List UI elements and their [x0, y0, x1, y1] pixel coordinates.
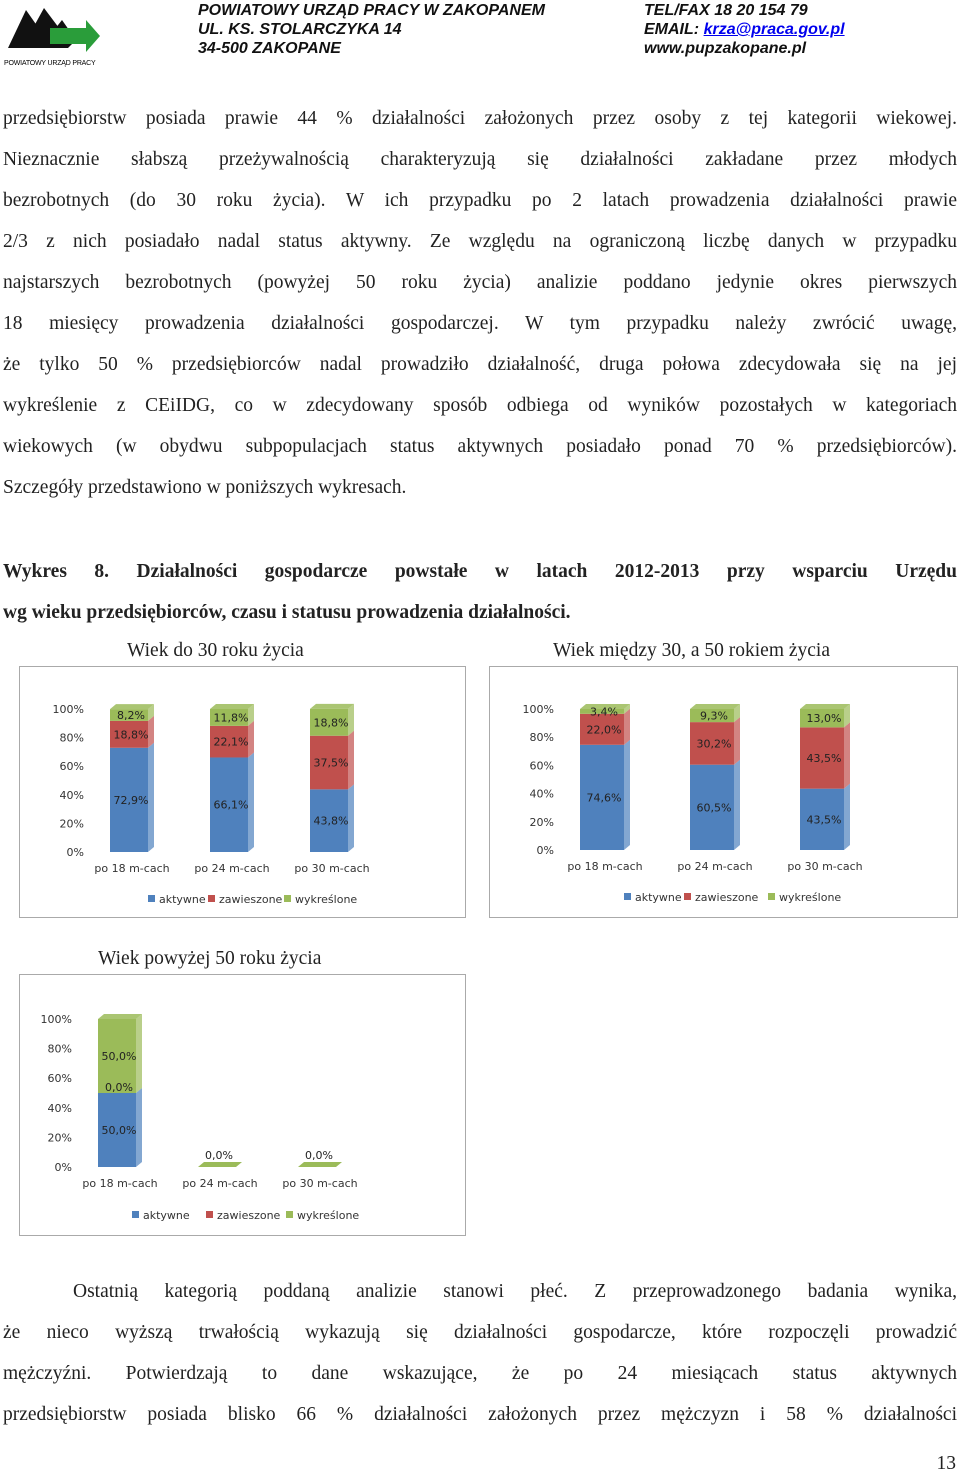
- bar-top-face: [690, 704, 740, 709]
- org-city: 34-500 ZAKOPANE: [198, 40, 341, 57]
- legend-swatch: [684, 893, 691, 900]
- paragraph-line: wiekowych (w obydwu subpopulacjach status aktywnych posiadało ponad 70 % przedsiębiorców).: [3, 436, 957, 457]
- paragraph-line: Ostatnią kategorią poddaną analizie stanowi płeć. Z przeprowadzonego badania wynika,: [73, 1281, 957, 1302]
- y-tick-label: 60%: [59, 760, 84, 774]
- y-tick-label: 0%: [66, 846, 84, 859]
- y-tick-label: 60%: [47, 1072, 72, 1086]
- data-label: 66,1%: [213, 798, 249, 812]
- y-tick-label: 40%: [529, 787, 554, 801]
- y-tick-label: 20%: [47, 1131, 72, 1145]
- legend-label: aktywne: [143, 1209, 190, 1222]
- y-tick-label: 80%: [59, 731, 84, 745]
- bar-top-face: [98, 1014, 142, 1019]
- paragraph-line: że nieco wyższą trwałością wykazują się działalności gospodarcze, które rozpoczęli prowadzić: [3, 1322, 957, 1343]
- y-tick-label: 0%: [536, 844, 554, 857]
- chart-over-50: [19, 974, 466, 1236]
- data-label: 74,6%: [586, 791, 622, 805]
- paragraph-line: mężczyźni. Potwierdzają to dane wskazujące, że po 24 miesiącach status aktywnych: [3, 1363, 957, 1384]
- bar-empty-base: [298, 1162, 342, 1167]
- data-label: 0,0%: [305, 1149, 333, 1162]
- chart-title-under-30: Wiek do 30 roku życia: [127, 640, 304, 661]
- y-tick-label: 40%: [47, 1101, 72, 1115]
- bar-top-face: [310, 704, 354, 709]
- website[interactable]: www.pupzakopane.pl: [644, 40, 807, 57]
- chart-svg: [20, 667, 465, 917]
- category-label: po 30 m-cach: [294, 862, 370, 875]
- pup-logo: [4, 2, 104, 68]
- y-tick-label: 100%: [522, 703, 554, 716]
- data-label: 22,0%: [586, 723, 622, 737]
- bar-segment-side: [844, 784, 850, 850]
- email-link[interactable]: krza@praca.gov.pl: [703, 21, 845, 38]
- data-label: 11,8%: [213, 711, 249, 725]
- data-label: 30,2%: [696, 737, 732, 751]
- data-label: 60,5%: [696, 801, 732, 815]
- email-label: EMAIL:: [644, 21, 700, 38]
- bar-segment-side: [248, 721, 254, 758]
- legend-label: zawieszone: [219, 893, 283, 906]
- legend-swatch: [624, 893, 631, 900]
- legend-swatch: [132, 1211, 139, 1218]
- y-tick-label: 80%: [47, 1042, 72, 1056]
- bar-top-face: [210, 704, 254, 709]
- data-label: 18,8%: [113, 728, 149, 742]
- legend-label: aktywne: [635, 891, 682, 904]
- legend-label: aktywne: [159, 893, 206, 906]
- data-label: 50,0%: [101, 1050, 137, 1063]
- paragraph-line: 2/3 z nich posiadało nadal status aktywny. Ze względu na ograniczoną liczbę danych w przypadku: [3, 231, 957, 252]
- bar-segment-side: [136, 1014, 142, 1093]
- data-label: 18,8%: [313, 716, 349, 730]
- category-label: po 30 m-cach: [787, 860, 863, 873]
- legend-swatch: [206, 1211, 213, 1218]
- category-label: po 24 m-cach: [677, 860, 753, 873]
- category-label: po 18 m-cach: [567, 860, 643, 873]
- tel-fax: TEL/FAX 18 20 154 79: [644, 2, 808, 19]
- data-label: 8,2%: [117, 709, 145, 723]
- y-tick-label: 100%: [40, 1013, 72, 1026]
- y-tick-label: 20%: [59, 817, 84, 831]
- paragraph-line: bezrobotnych (do 30 roku życia). W ich przypadku po 2 latach prowadzenia działalności prawie: [3, 190, 957, 211]
- bar-segment-side: [348, 784, 354, 852]
- chart-title-30-50: Wiek między 30, a 50 rokiem życia: [553, 640, 830, 661]
- legend-swatch: [768, 893, 775, 900]
- data-label: 22,1%: [213, 735, 249, 749]
- y-tick-label: 0%: [54, 1161, 72, 1174]
- bar-segment-side: [348, 731, 354, 790]
- category-label: po 18 m-cach: [82, 1177, 158, 1190]
- bar-empty-base: [198, 1162, 242, 1167]
- bar-segment-side: [734, 717, 740, 765]
- legend-swatch: [286, 1211, 293, 1218]
- data-label: 0,0%: [105, 1081, 133, 1094]
- caption-line-1: [3, 551, 957, 592]
- chart-under-30: [19, 666, 466, 918]
- category-label: po 24 m-cach: [194, 862, 270, 875]
- logo-graphic: [4, 2, 104, 60]
- legend-swatch: [208, 895, 215, 902]
- legend-label: wykreślone: [779, 891, 842, 904]
- legend-swatch: [284, 895, 291, 902]
- data-label: 3,4%: [590, 705, 618, 719]
- caption-label: Wykres 8.: [3, 561, 110, 582]
- data-label: 72,9%: [113, 793, 149, 807]
- paragraph-line: Nieznacznie słabszą przeżywalnością charakteryzują się działalności zakładane przez młodych: [3, 149, 957, 170]
- caption-text: Działalności gospodarcze powstałe w latach 2012-2013 przy wsparciu Urzędu: [136, 561, 957, 582]
- y-tick-label: 80%: [529, 731, 554, 745]
- paragraph-line: 18 miesięcy prowadzenia działalności gospodarczej. W tym przypadku należy zwrócić uwagę,: [3, 313, 957, 334]
- y-tick-label: 100%: [52, 703, 84, 716]
- bar-segment-side: [624, 740, 630, 850]
- chart-svg: [490, 667, 957, 917]
- bar-segment-side: [348, 704, 354, 736]
- paragraph-line: przedsiębiorstw posiada blisko 66 % działalności założonych przez mężczyzn i 58 % działalności: [3, 1404, 957, 1425]
- org-name: POWIATOWY URZĄD PRACY W ZAKOPANEM: [198, 2, 545, 19]
- bar-segment-side: [248, 752, 254, 852]
- paragraph-line: Szczegóły przedstawiono w poniższych wykresach.: [3, 477, 407, 498]
- legend-swatch: [148, 895, 155, 902]
- chart-title-over-50: Wiek powyżej 50 roku życia: [98, 948, 322, 969]
- page-number: 13: [936, 1453, 956, 1474]
- y-tick-label: 40%: [59, 788, 84, 802]
- data-label: 43,5%: [806, 751, 842, 765]
- category-label: po 24 m-cach: [182, 1177, 258, 1190]
- bar-segment-side: [148, 716, 154, 748]
- logo-caption: POWIATOWY URZĄD PRACY: [4, 60, 96, 67]
- page-header: [0, 0, 960, 70]
- data-label: 43,8%: [313, 814, 349, 828]
- chart-svg: [20, 975, 465, 1235]
- paragraph-line: najstarszych bezrobotnych (powyżej 50 roku życia) analizie poddano jedynie okres pierwszych: [3, 272, 957, 293]
- data-label: 0,0%: [205, 1149, 233, 1162]
- paragraph-line: że tylko 50 % przedsiębiorców nadal prowadziło działalność, druga połowa zdecydowała się na jej: [3, 354, 957, 375]
- bar-top-face: [800, 704, 850, 709]
- paragraph-1: [3, 98, 957, 508]
- data-label: 13,0%: [806, 712, 842, 726]
- caption-line-2: wg wieku przedsiębiorców, czasu i statusu prowadzenia działalności.: [3, 602, 571, 623]
- bar-segment-side: [624, 709, 630, 745]
- bar-segment-side: [734, 760, 740, 850]
- bar-segment-side: [844, 722, 850, 788]
- data-label: 9,3%: [700, 709, 728, 723]
- data-label: 37,5%: [313, 756, 349, 770]
- legend-label: zawieszone: [695, 891, 759, 904]
- data-label: 43,5%: [806, 813, 842, 827]
- y-tick-label: 60%: [529, 759, 554, 773]
- org-street: UL. KS. STOLARCZYKA 14: [198, 21, 402, 38]
- y-tick-label: 20%: [529, 815, 554, 829]
- paragraph-2: [3, 1271, 957, 1435]
- figure-caption: [3, 551, 957, 633]
- category-label: po 30 m-cach: [282, 1177, 358, 1190]
- data-label: 50,0%: [101, 1124, 137, 1137]
- legend-label: zawieszone: [217, 1209, 281, 1222]
- email-line: [644, 20, 845, 39]
- paragraph-line: wykreślenie z CEiIDG, co w zdecydowany sposób odbiega od wyników pozostałych w kategoriach: [3, 395, 957, 416]
- paragraph-line: przedsiębiorstw posiada prawie 44 % działalności założonych przez osoby z tej kategorii wiekowej.: [3, 108, 957, 129]
- bar-segment-side: [136, 1088, 142, 1167]
- bar-segment-side: [148, 743, 154, 852]
- category-label: po 18 m-cach: [94, 862, 170, 875]
- chart-30-50: [489, 666, 958, 918]
- legend-label: wykreślone: [295, 893, 358, 906]
- legend-label: wykreślone: [297, 1209, 360, 1222]
